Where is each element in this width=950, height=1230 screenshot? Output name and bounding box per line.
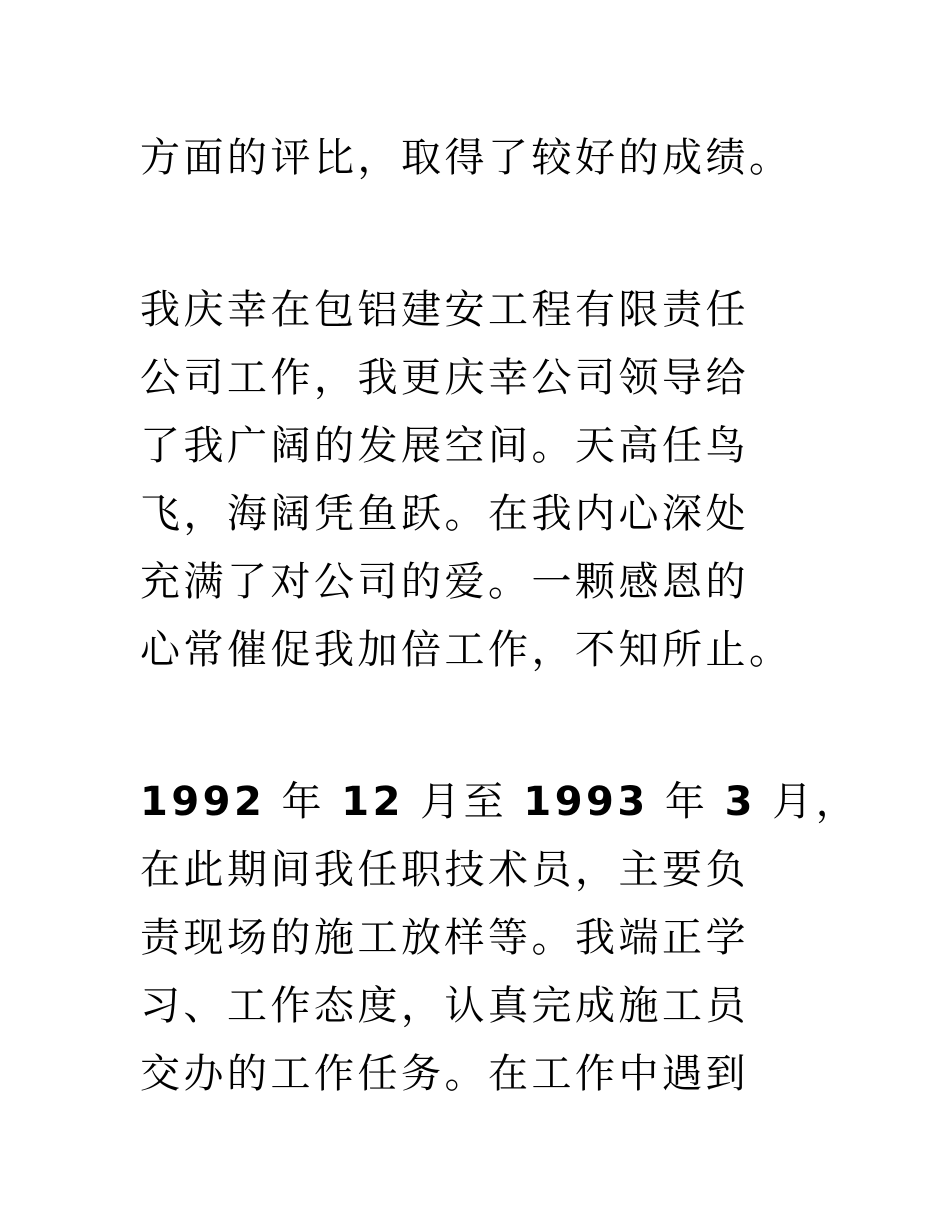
paragraph-2-line-1: 我庆幸在包铝建安工程有限责任 [140,287,749,333]
paragraph-3-line-5: 交办的工作任务。在工作中遇到 [140,1051,749,1097]
paragraph-1-line-1: 方面的评比，取得了较好的成绩。 [140,135,793,181]
year-1992: 1992 [140,779,266,825]
paragraph-2-line-4: 飞，海阔凭鱼跃。在我内心深处 [140,491,749,537]
month-3: 3 [724,779,756,825]
paragraph-2-line-6: 心常催促我加倍工作，不知所止。 [140,627,793,673]
paragraph-2-line-3: 了我广阔的发展空间。天高任鸟 [140,423,749,469]
year-1993: 1993 [523,779,649,825]
year-char-1: 年 [281,779,326,825]
month-12: 12 [341,779,404,825]
year-char-2: 年 [664,779,709,825]
paragraph-3-line-1 [140,778,859,826]
paragraph-2-line-2: 公司工作，我更庆幸公司领导给 [140,355,749,401]
month-char-2: 月， [772,779,860,825]
paragraph-3-line-2: 在此期间我任职技术员，主要负 [140,847,749,893]
paragraph-3-line-4: 习、工作态度，认真完成施工员 [140,983,749,1029]
paragraph-3-line-3: 责现场的施工放样等。我端正学 [140,915,749,961]
month-to-char: 月至 [420,779,508,825]
paragraph-2-line-5: 充满了对公司的爱。一颗感恩的 [140,559,749,605]
